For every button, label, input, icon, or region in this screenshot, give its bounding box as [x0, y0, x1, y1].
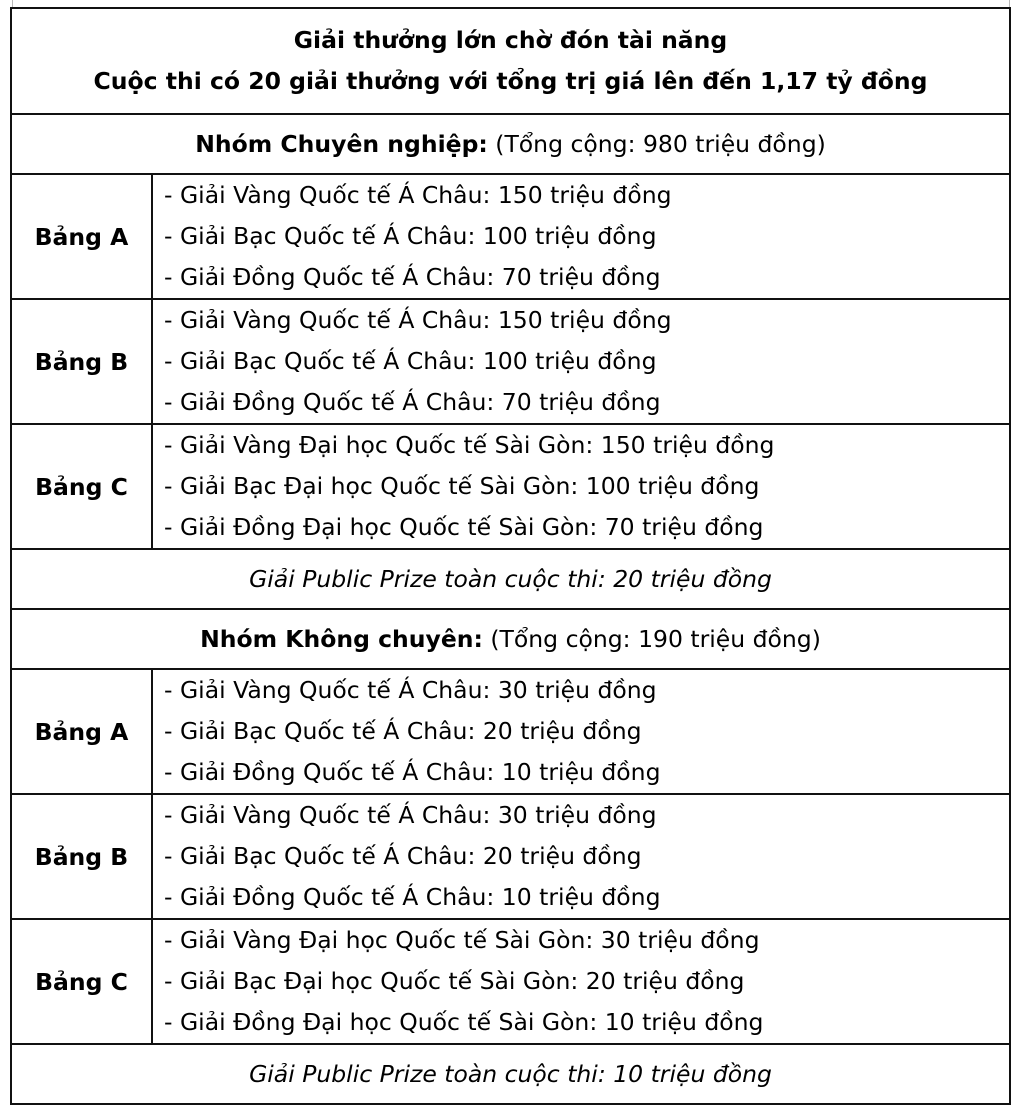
table-header [11, 8, 1010, 114]
board-row [11, 794, 1010, 919]
group-total: (Tổng cộng: 190 triệu đồng) [490, 625, 821, 653]
board-label: Bảng C [11, 424, 152, 549]
board-row [11, 669, 1010, 794]
prize-item: - Giải Vàng Đại học Quốc tế Sài Gòn: 150 triệu đồng [164, 431, 775, 459]
board-label: Bảng A [11, 669, 152, 794]
board-prizes [152, 424, 1010, 549]
board-row [11, 919, 1010, 1044]
group-heading [11, 114, 1010, 174]
prize-item: - Giải Đồng Quốc tế Á Châu: 70 triệu đồng [164, 263, 661, 291]
prize-item: - Giải Bạc Đại học Quốc tế Sài Gòn: 20 triệu đồng [164, 967, 745, 995]
public-prize-row [11, 549, 1010, 609]
header-subtitle: Cuộc thi có 20 giải thưởng với tổng trị giá lên đến 1,17 tỷ đồng [93, 67, 928, 95]
header-title: Giải thưởng lớn chờ đón tài năng [293, 26, 728, 54]
public-prize: Giải Public Prize toàn cuộc thi: 20 triệu đồng [11, 549, 1010, 609]
prize-item: - Giải Bạc Quốc tế Á Châu: 100 triệu đồng [164, 347, 657, 375]
prize-item: - Giải Đồng Quốc tế Á Châu: 10 triệu đồng [164, 758, 661, 786]
board-row [11, 424, 1010, 549]
prize-item: - Giải Bạc Quốc tế Á Châu: 20 triệu đồng [164, 717, 642, 745]
prize-item: - Giải Vàng Quốc tế Á Châu: 150 triệu đồng [164, 181, 672, 209]
board-row [11, 174, 1010, 299]
group-heading [11, 609, 1010, 669]
group-name: Nhóm Chuyên nghiệp: [195, 130, 488, 158]
prize-item: - Giải Đồng Quốc tế Á Châu: 10 triệu đồng [164, 883, 661, 911]
group-name: Nhóm Không chuyên: [200, 625, 483, 653]
prize-item: - Giải Vàng Đại học Quốc tế Sài Gòn: 30 triệu đồng [164, 926, 760, 954]
board-prizes [152, 919, 1010, 1044]
board-prizes [152, 299, 1010, 424]
prize-item: - Giải Vàng Quốc tế Á Châu: 150 triệu đồng [164, 306, 672, 334]
public-prize: Giải Public Prize toàn cuộc thi: 10 triệu đồng [11, 1044, 1010, 1104]
prize-item: - Giải Bạc Quốc tế Á Châu: 20 triệu đồng [164, 842, 642, 870]
prize-item: - Giải Vàng Quốc tế Á Châu: 30 triệu đồng [164, 801, 657, 829]
prize-table [10, 7, 1011, 1105]
group-row [11, 609, 1010, 669]
public-prize-row [11, 1044, 1010, 1104]
board-label: Bảng B [11, 794, 152, 919]
board-label: Bảng C [11, 919, 152, 1044]
table-header-row [11, 8, 1010, 114]
board-prizes [152, 174, 1010, 299]
board-prizes [152, 669, 1010, 794]
board-label: Bảng B [11, 299, 152, 424]
board-row [11, 299, 1010, 424]
prize-item: - Giải Đồng Đại học Quốc tế Sài Gòn: 70 triệu đồng [164, 513, 764, 541]
prize-item: - Giải Bạc Quốc tế Á Châu: 100 triệu đồng [164, 222, 657, 250]
prize-item: - Giải Bạc Đại học Quốc tế Sài Gòn: 100 triệu đồng [164, 472, 760, 500]
group-row [11, 114, 1010, 174]
board-prizes [152, 794, 1010, 919]
board-label: Bảng A [11, 174, 152, 299]
prize-item: - Giải Đồng Đại học Quốc tế Sài Gòn: 10 triệu đồng [164, 1008, 764, 1036]
prize-item: - Giải Đồng Quốc tế Á Châu: 70 triệu đồng [164, 388, 661, 416]
prize-item: - Giải Vàng Quốc tế Á Châu: 30 triệu đồng [164, 676, 657, 704]
group-total: (Tổng cộng: 980 triệu đồng) [495, 130, 826, 158]
